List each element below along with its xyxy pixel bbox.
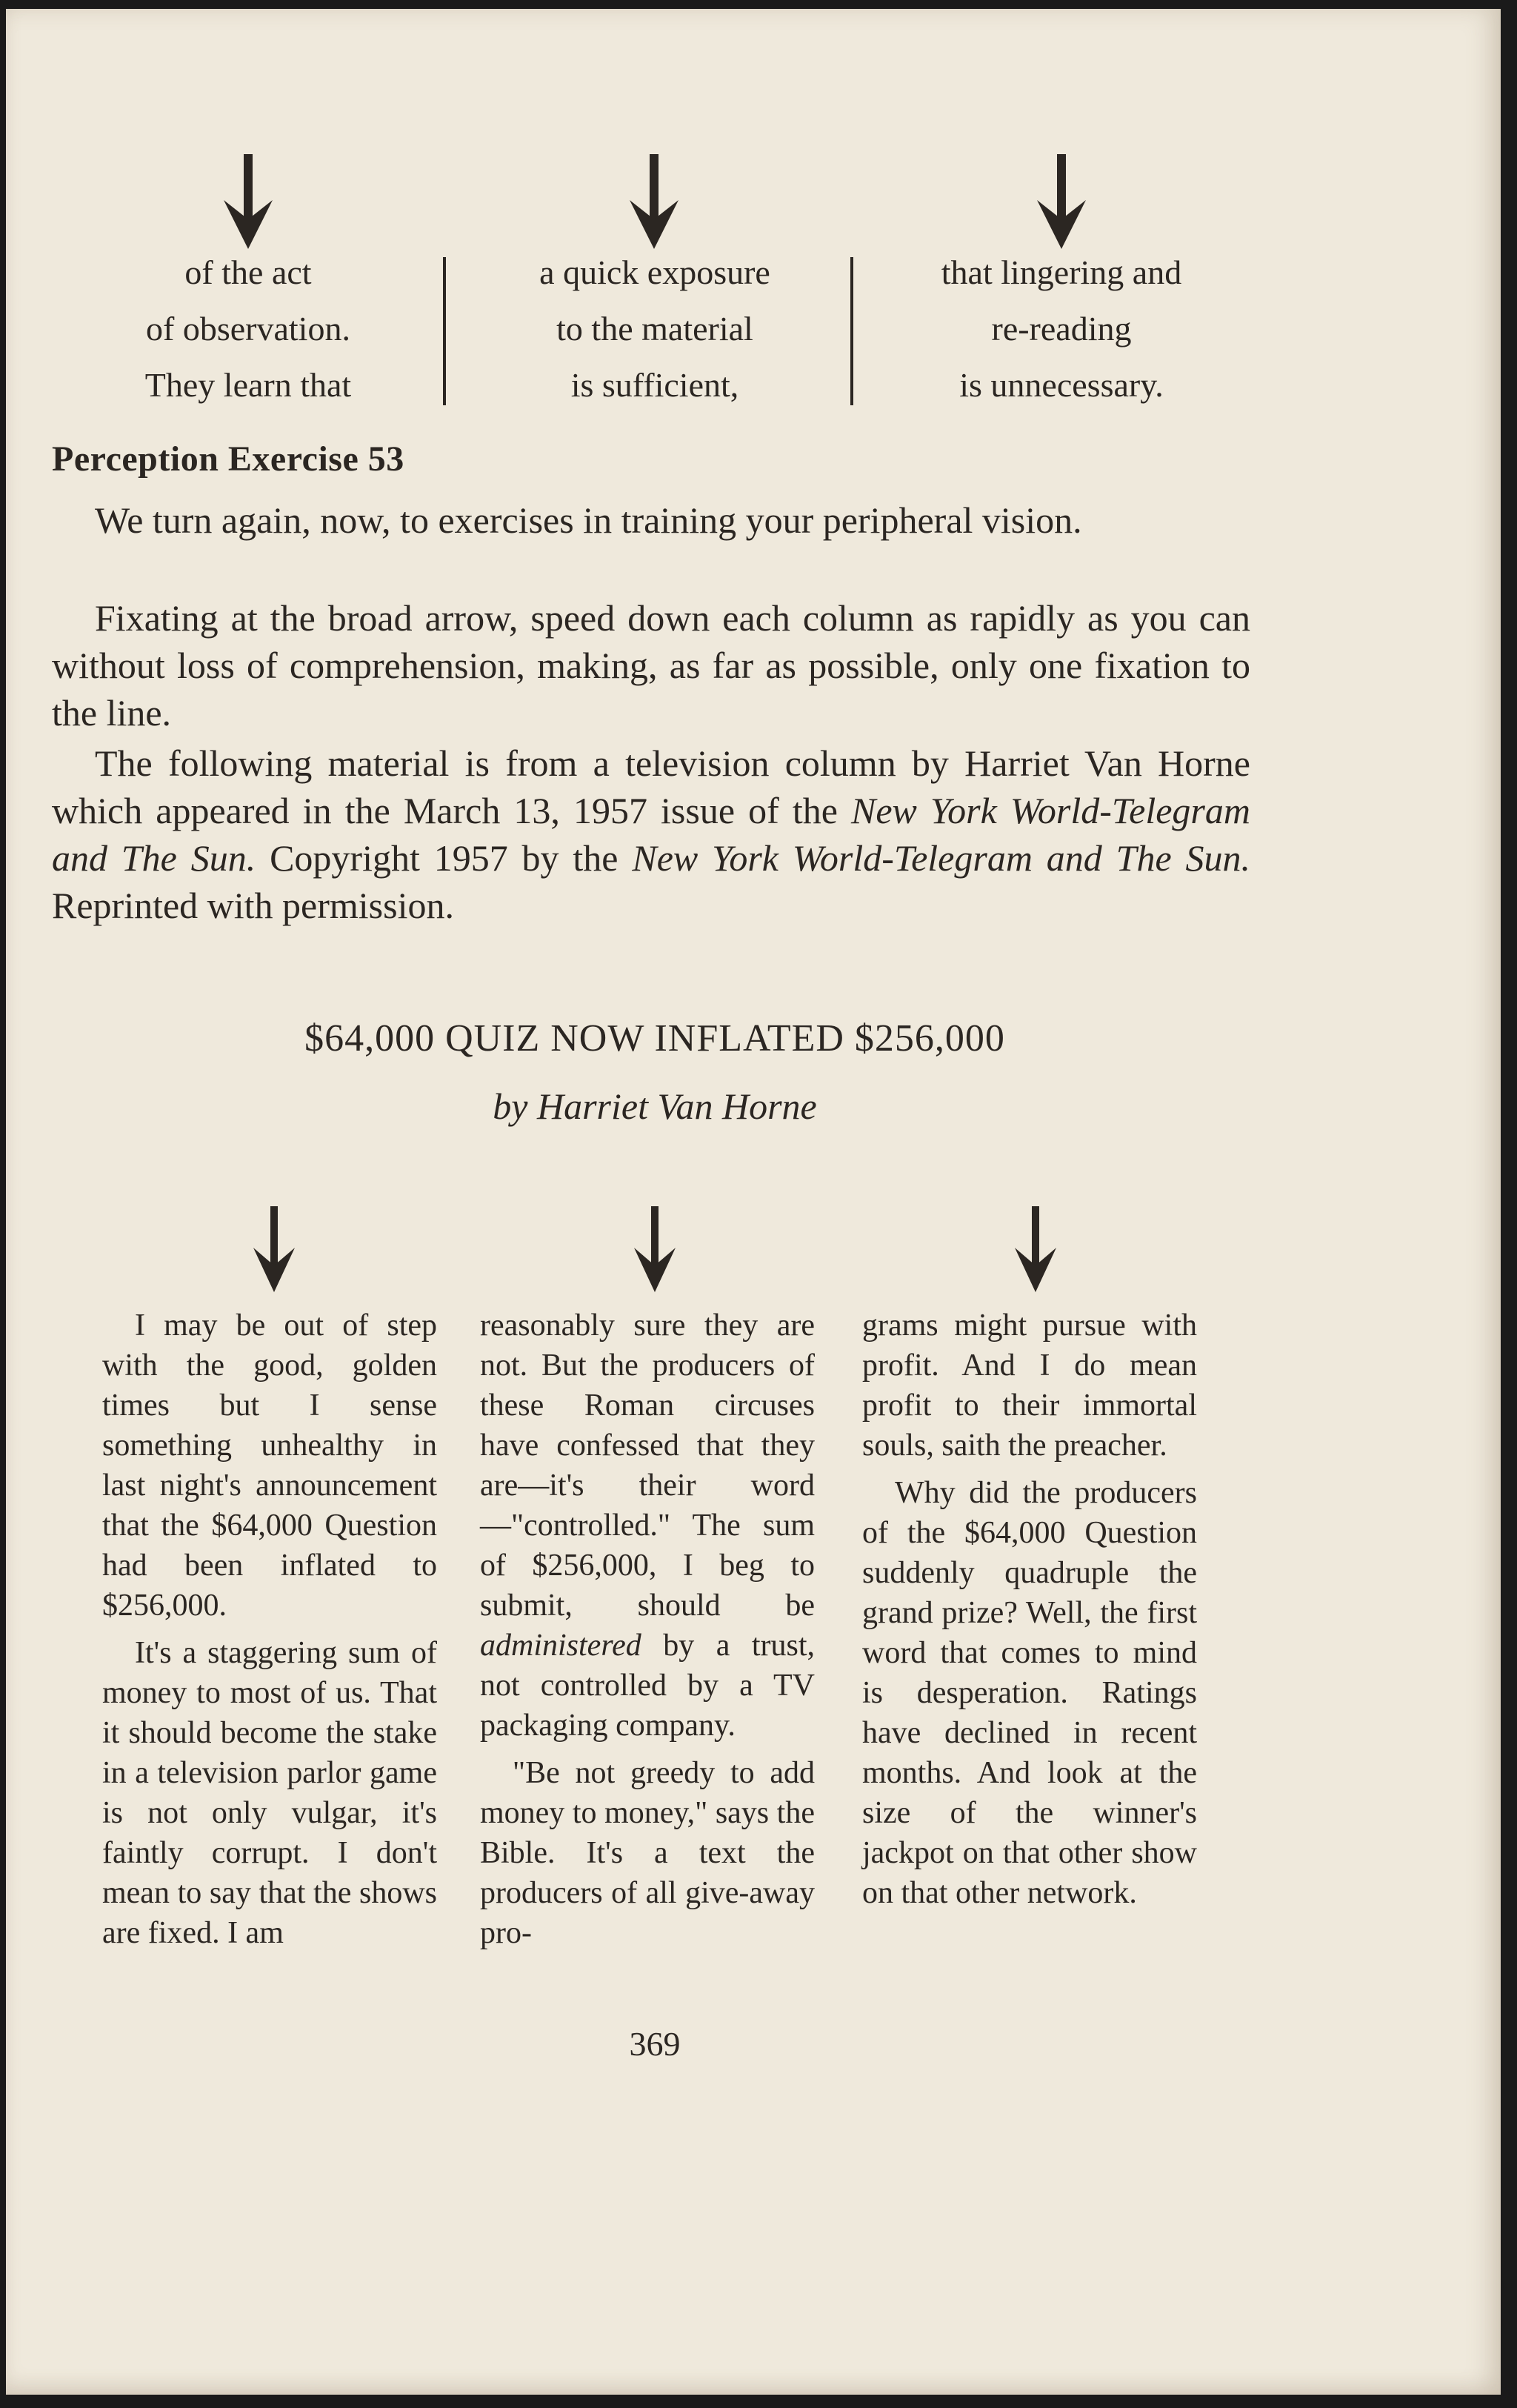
paragraph-text: Fixating at the broad arrow, speed down each column as rapidly as you can without loss of comprehension, making, as far as possible, only one fixation to the line.	[52, 597, 1250, 734]
down-arrow-icon	[633, 1206, 677, 1294]
text-line: is unnecessary.	[959, 366, 1164, 404]
text-line: of the act	[184, 253, 312, 291]
exercise-paragraph	[52, 739, 1250, 929]
publication-name: New York World-Telegram and The Sun.	[52, 790, 1250, 879]
text-line: of observation.	[146, 310, 350, 347]
publication-name: New York World-Telegram and The Sun.	[632, 837, 1251, 879]
text-run: Copyright 1957 by the	[256, 837, 633, 879]
text-run: The following material is from a television column by Harriet Van Horne which appeared in the March 13, 1957 issue of the	[52, 742, 1250, 831]
text-line: to the material	[556, 310, 753, 347]
text-line: is sufficient,	[570, 366, 739, 404]
exercise-paragraph	[52, 496, 1250, 544]
paragraph-text: Why did the producers of the $64,000 Question suddenly quadruple the grand prize? Well, the first word that comes to mind is desperation. Ratings have declined in recent months. And look at the size of the winner's jackpot on that other show on that other network.	[862, 1476, 1197, 1910]
text-line: re-reading	[991, 310, 1132, 347]
text-run: administered	[480, 1629, 641, 1663]
paragraph-text: grams might pursue with profit. And I do mean profit to their immortal souls, saith the preacher.	[862, 1308, 1197, 1463]
exercise-paragraph	[52, 594, 1250, 736]
text-line: that lingering and	[941, 253, 1182, 291]
down-arrow-icon	[222, 154, 274, 250]
paragraph-text	[480, 1306, 815, 1746]
article-title: $64,000 QUIZ NOW INFLATED $256,000	[304, 1017, 1005, 1060]
paragraph-text: I may be out of step with the good, golden times but I sense something unhealthy in last night's announcement that the $64,000 Question had been inflated to $256,000.	[102, 1308, 437, 1623]
article-column-2	[480, 1306, 815, 1953]
text-run: Reprinted with permission.	[52, 885, 454, 926]
paragraph-text: "Be not greedy to add money to money," says the Bible. It's a text the producers of all give-away pro-	[480, 1756, 815, 1950]
down-arrow-icon	[1013, 1206, 1058, 1294]
book-page	[6, 9, 1501, 2395]
column-divider	[443, 257, 446, 405]
text-run: by a trust, not controlled by a TV packaging company.	[480, 1629, 815, 1743]
paragraph-text	[52, 739, 1250, 929]
article-column-1	[102, 1306, 437, 1953]
text-line: a quick exposure	[539, 253, 770, 291]
top-column-3	[887, 245, 1236, 413]
down-arrow-icon	[252, 1206, 296, 1294]
paragraph-text: We turn again, now, to exercises in training your peripheral vision.	[95, 499, 1082, 541]
exercise-heading: Perception Exercise 53	[52, 439, 404, 479]
page-number: 369	[629, 2025, 681, 2063]
article-column-3	[862, 1306, 1197, 1913]
paragraph-text: It's a staggering sum of money to most of us. That it should become the stake in a television parlor game is not only vulgar, it's faintly corrupt. I don't mean to say that the shows are fixed. I am	[102, 1636, 437, 1950]
column-divider	[850, 257, 853, 405]
down-arrow-icon	[628, 154, 680, 250]
text-line: They learn that	[144, 366, 352, 404]
down-arrow-icon	[1036, 154, 1087, 250]
top-column-1	[87, 245, 409, 413]
text-run: reasonably sure they are not. But the producers of these Roman circuses have confessed that they are—it's their word—"controlled." The sum of $256,000, I beg to submit, should be	[480, 1308, 815, 1623]
article-byline: by Harriet Van Horne	[493, 1085, 817, 1127]
top-column-2	[495, 245, 815, 413]
